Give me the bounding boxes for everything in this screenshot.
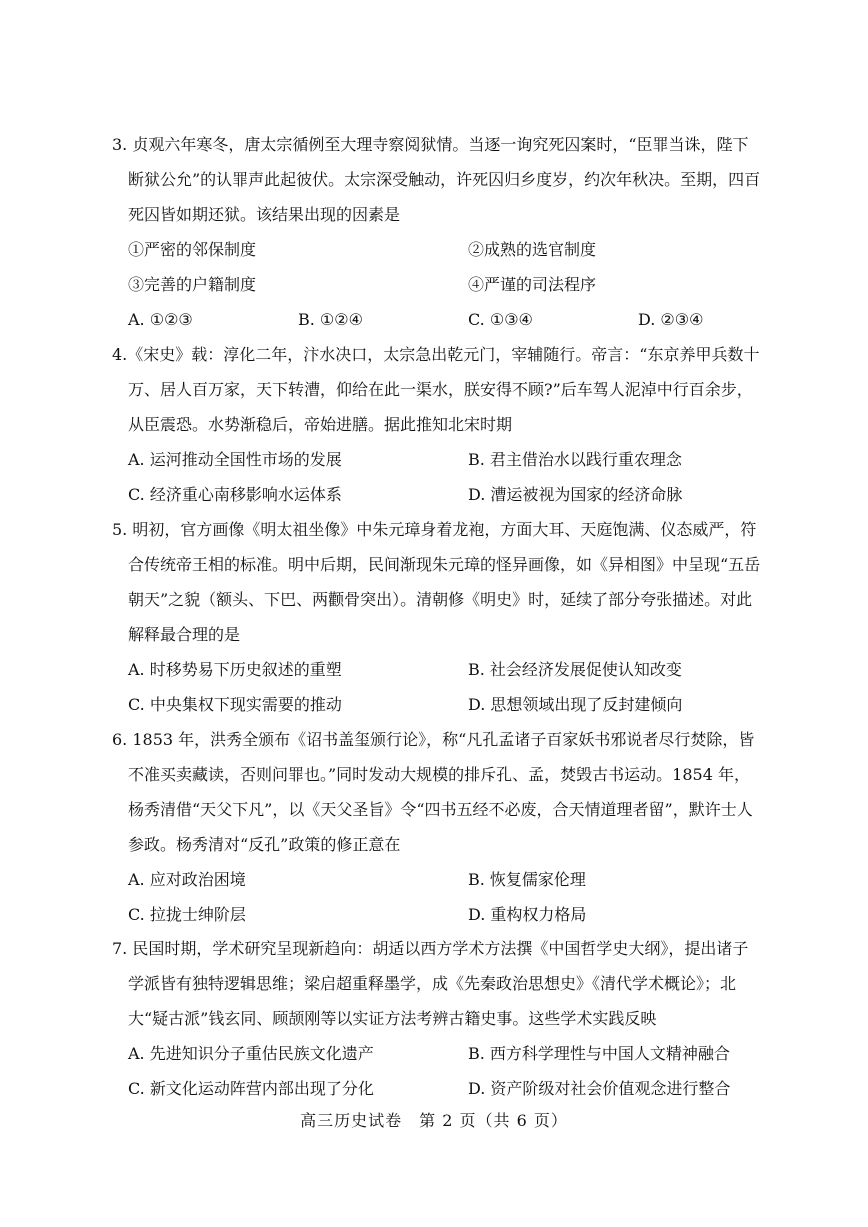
statement-item: ③完善的户籍制度 (128, 275, 257, 294)
statement-item: ①严密的邻保制度 (128, 240, 257, 259)
question-3 (112, 127, 762, 337)
option-b: B. ①②④ (298, 310, 363, 329)
answer-options (112, 652, 762, 722)
option-b: B. 恢复儒家伦理 (468, 870, 586, 889)
answer-options (112, 1036, 762, 1106)
option-d: D. ②③④ (638, 310, 704, 329)
option-d: D. 漕运被视为国家的经济命脉 (468, 485, 683, 504)
question-5 (112, 512, 762, 722)
option-b: B. 社会经济发展促使认知改变 (468, 660, 682, 679)
question-stem: 5. 明初，官方画像《明太祖坐像》中朱元璋身着龙袍，方面大耳、天庭饱满、仪态威严，符合传统帝王相的标准。明中后期，民间渐现朱元璋的怪异画像，如《异相图》中呈现“五岳朝天”之貌（额头、下巴、两颧骨突出）。清朝修《明史》时，延续了部分夸张描述。对此解释最合理的是 (112, 520, 761, 644)
option-d: D. 资产阶级对社会价值观念进行整合 (468, 1079, 731, 1098)
option-a: A. ①②③ (128, 310, 193, 329)
option-b: B. 君主借治水以践行重农理念 (468, 450, 682, 469)
option-c: C. ①③④ (468, 310, 533, 329)
page-footer: 高三历史试卷 第 2 页（共 6 页） (300, 1111, 568, 1130)
statement-item: ④严谨的司法程序 (468, 275, 597, 294)
option-c: C. 新文化运动阵营内部出现了分化 (128, 1079, 374, 1098)
option-d: D. 思想领域出现了反封建倾向 (468, 695, 683, 714)
option-c: C. 拉拢士绅阶层 (128, 905, 246, 924)
question-7 (112, 931, 762, 1106)
answer-options (112, 302, 762, 337)
question-stem: 6. 1853 年，洪秀全颁布《诏书盖玺颁行论》，称“凡孔孟诸子百家妖书邪说者尽行焚除，皆不准买卖藏读，否则问罪也。”同时发动大规模的排斥孔、孟，焚毁古书运动。1854 年，杨秀清借“天父下凡”，以《天父圣旨》令“四书五经不必废，合天情道理者留”，默许士人参政。杨秀清对“反孔”政策的修正意在 (112, 730, 755, 854)
option-d: D. 重构权力格局 (468, 905, 587, 924)
question-stem: 4.《宋史》载：淳化二年，汴水决口，太宗急出乾元门，宰辅随行。帝言：“东京养甲兵数十万、居人百万家，天下转漕，仰给在此一渠水，朕安得不顾?”后车驾人泥淖中行百余步，从臣震恐。水势渐稳后，帝始进膳。据此推知北宋时期 (112, 345, 760, 434)
option-c: C. 经济重心南移影响水运体系 (128, 485, 342, 504)
option-a: A. 时移势易下历史叙述的重塑 (128, 660, 342, 679)
option-a: A. 先进知识分子重估民族文化遗产 (128, 1044, 374, 1063)
answer-options (112, 862, 762, 932)
question-stem: 7. 民国时期，学术研究呈现新趋向：胡适以西方学术方法撰《中国哲学史大纲》，提出诸子学派皆有独特逻辑思维；梁启超重释墨学，成《先秦政治思想史》《清代学术概论》；北大“疑古派”钱玄同、顾颉刚等以实证方法考辨古籍史事。这些学术实践反映 (112, 939, 749, 1028)
answer-options (112, 442, 762, 512)
statement-item: ②成熟的选官制度 (468, 240, 597, 259)
statement-list (112, 232, 762, 302)
question-4 (112, 337, 762, 512)
option-a: A. 运河推动全国性市场的发展 (128, 450, 342, 469)
question-6 (112, 722, 762, 932)
option-a: A. 应对政治困境 (128, 870, 246, 889)
option-c: C. 中央集权下现实需要的推动 (128, 695, 342, 714)
question-stem: 3. 贞观六年寒冬，唐太宗循例至大理寺察阅狱情。当逐一询究死囚案时，“臣罪当诛，陛下断狱公允”的认罪声此起彼伏。太宗深受触动，许死囚归乡度岁，约次年秋决。至期，四百死囚皆如期还狱。该结果出现的因素是 (112, 135, 761, 224)
option-b: B. 西方科学理性与中国人文精神融合 (468, 1044, 730, 1063)
